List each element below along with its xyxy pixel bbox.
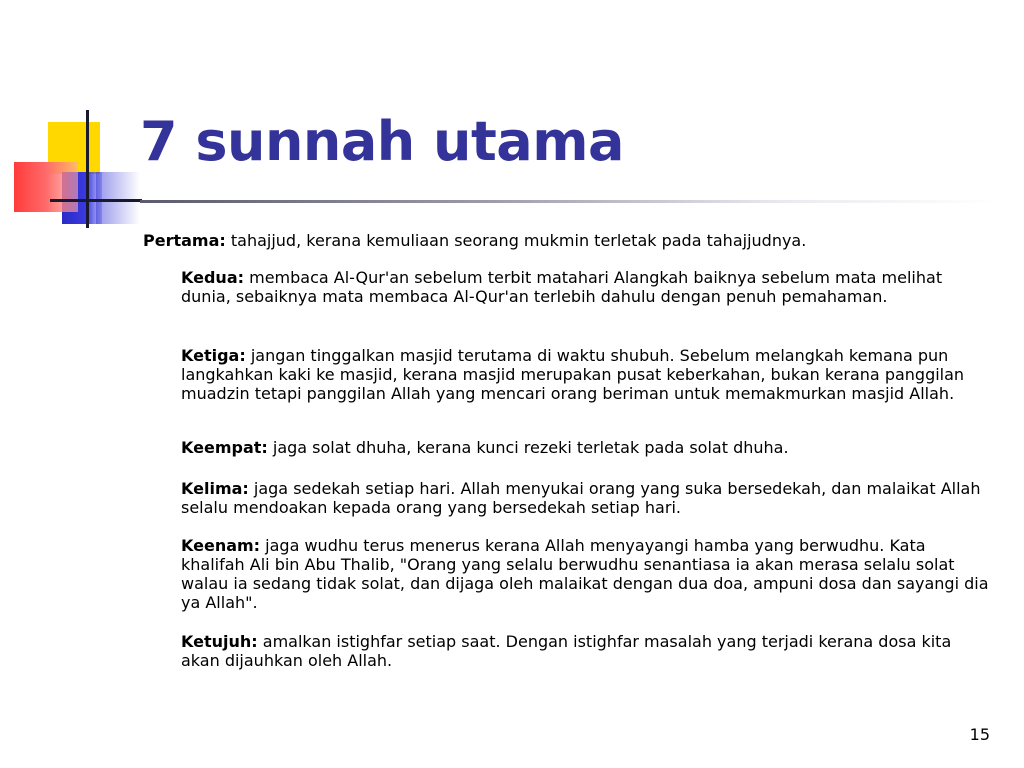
- item-kedua: [181, 268, 993, 306]
- item-text: jangan tinggalkan masjid terutama di waktu shubuh. Sebelum melangkah kemana pun langkahkan kaki ke masjid, kerana masjid merupakan pusat keberkahan, bukan kerana panggilan muadzin tetapi panggilan Allah yang mencari orang beriman untuk memakmurkan masjid Allah.: [181, 346, 965, 403]
- vertical-line: [86, 110, 89, 228]
- slide-title: 7 sunnah utama: [140, 110, 624, 173]
- item-keempat: [181, 438, 993, 457]
- item-label: Kedua:: [181, 268, 245, 287]
- item-text: tahajjud, kerana kemuliaan seorang mukmin terletak pada tahajjudnya.: [225, 231, 807, 250]
- item-text: amalkan istighfar setiap saat. Dengan istighfar masalah yang terjadi kerana dosa kita akan dijauhkan oleh Allah.: [181, 632, 952, 670]
- title-underline-rule: [140, 200, 1000, 203]
- red-square-shape: [14, 162, 78, 212]
- item-pertama: [143, 231, 1003, 250]
- item-label: Ketujuh:: [181, 632, 258, 651]
- item-label: Pertama:: [143, 231, 226, 250]
- item-text: jaga wudhu terus menerus kerana Allah menyayangi hamba yang berwudhu. Kata khalifah Ali bin Abu Thalib, "Orang yang selalu berwudhu senantiasa ia akan merasa selalu solat walau ia sedang tidak solat, dan dijaga oleh malaikat dengan dua doa, ampuni dosa dan sayangi dia ya Allah".: [181, 536, 989, 612]
- item-ketiga: [181, 346, 993, 408]
- item-label: Kelima:: [181, 479, 249, 498]
- decorative-logo-graphic: [0, 0, 140, 230]
- item-ketujuh: [181, 632, 993, 670]
- item-text: membaca Al-Qur'an sebelum terbit matahari Alangkah baiknya sebelum mata melihat dunia, sebaiknya mata membaca Al-Qur'an terlebih dahulu dengan penuh pemahaman.: [181, 268, 943, 306]
- item-keenam: [181, 536, 993, 612]
- item-label: Keenam:: [181, 536, 261, 555]
- blue-fade-shape: [96, 172, 140, 224]
- item-text: jaga sedekah setiap hari. Allah menyukai orang yang suka bersedekah, dan malaikat Allah selalu mendoakan kepada orang yang bersedekah setiap hari.: [181, 479, 981, 517]
- horizontal-line: [50, 199, 142, 202]
- item-text: jaga solat dhuha, kerana kunci rezeki terletak pada solat dhuha.: [267, 438, 789, 457]
- item-label: Ketiga:: [181, 346, 246, 365]
- item-label: Keempat:: [181, 438, 268, 457]
- page-number: 15: [969, 725, 990, 744]
- item-kelima: [181, 479, 993, 517]
